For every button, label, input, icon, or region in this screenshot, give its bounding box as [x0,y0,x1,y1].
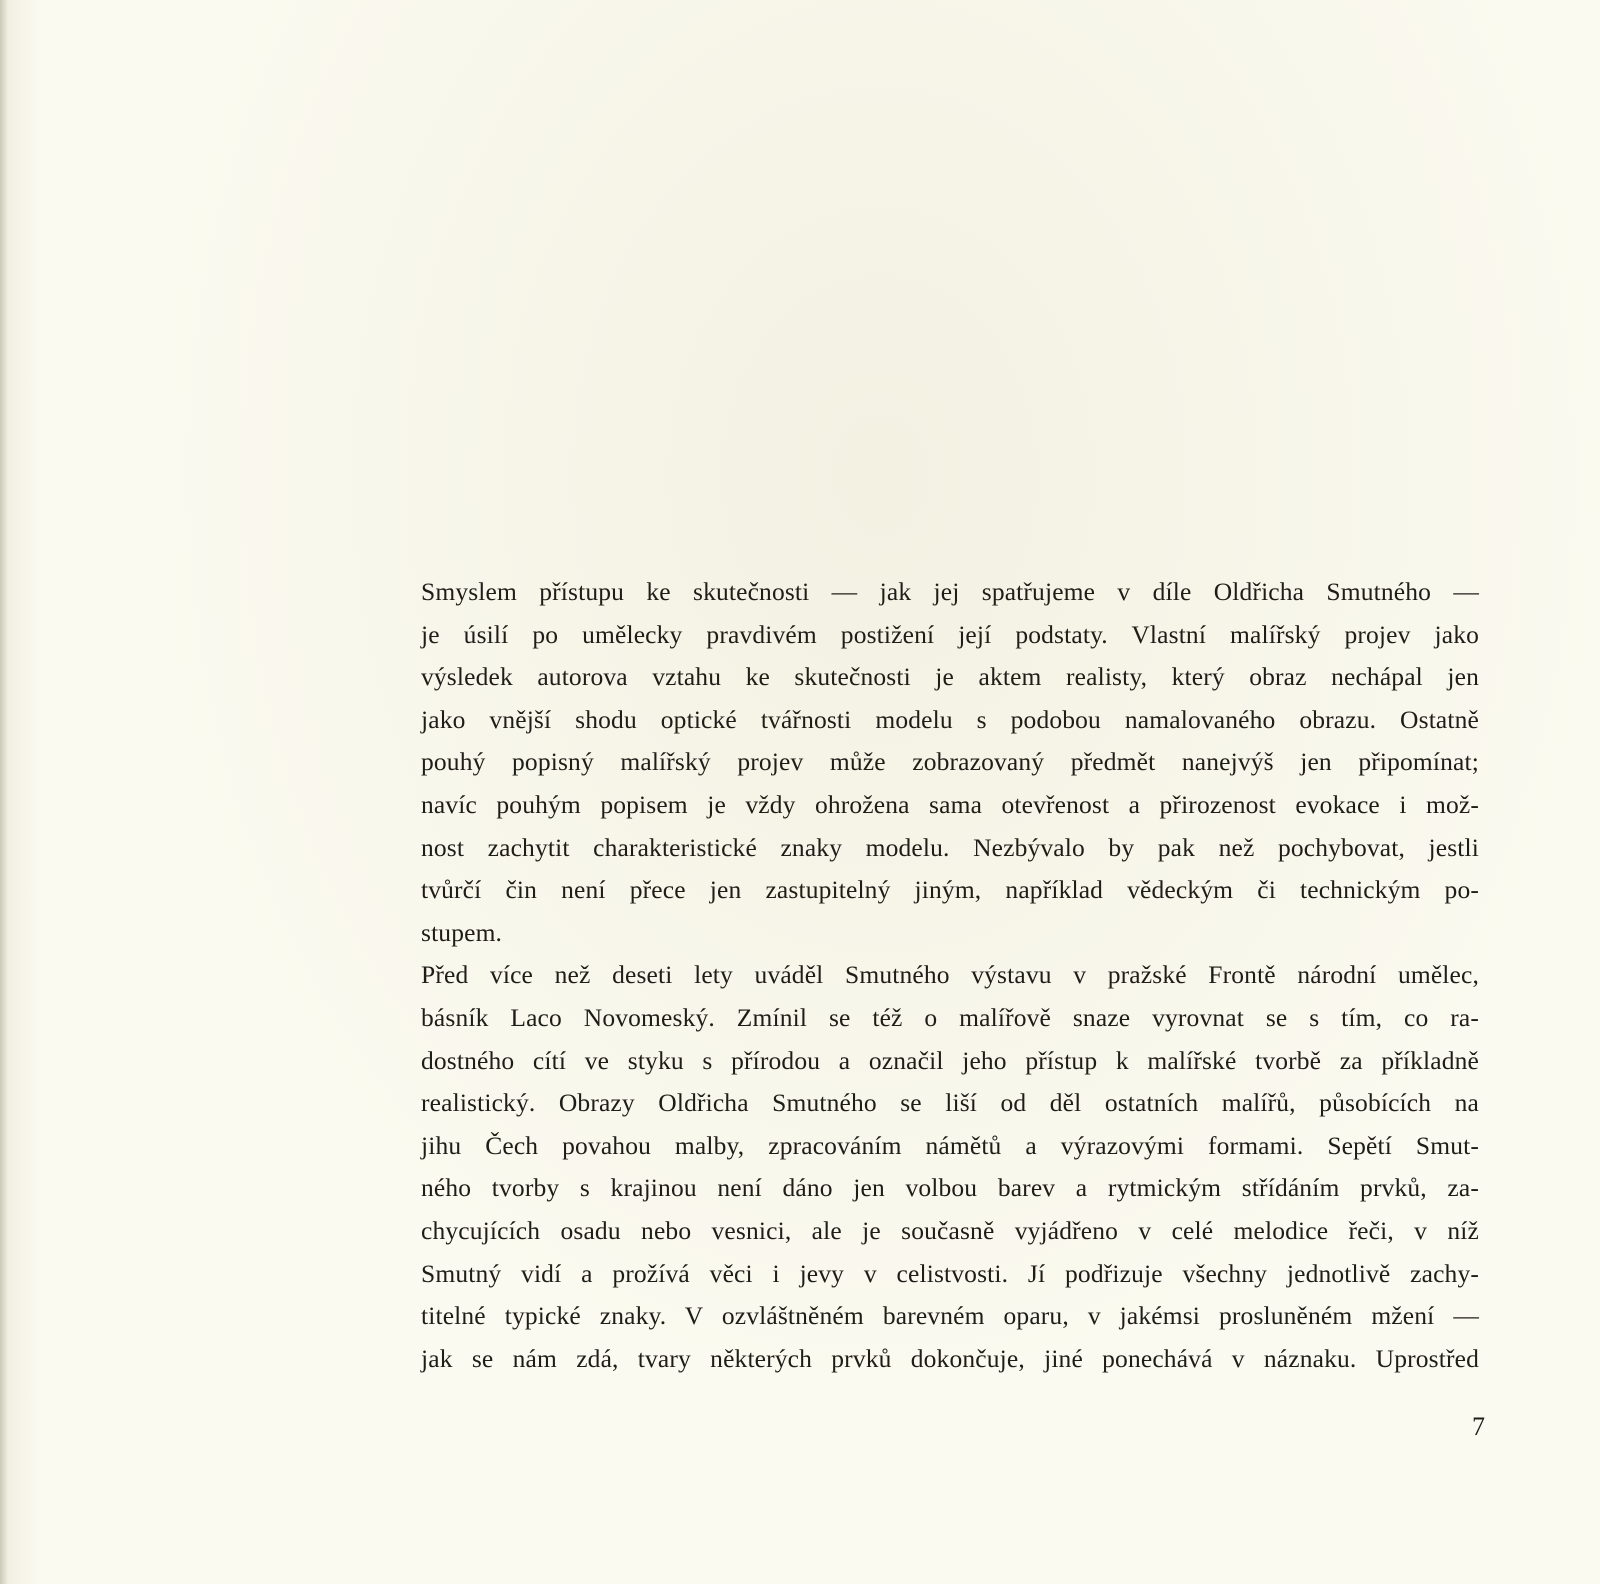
text-line: pouhý popisný malířský projev může zobrazovaný předmět nanejvýš jen připomínat; [421,747,1479,777]
text-line: výsledek autorova vztahu ke skutečnosti je aktem realisty, který obraz nechápal jen [421,662,1479,692]
text-line: navíc pouhým popisem je vždy ohrožena sama otevřenost a přirozenost evokace i mož- [421,789,1479,819]
text-line: Smyslem přístupu ke skutečnosti — jak jej spatřujeme v díle Oldřicha Smutného — [421,577,1479,606]
text-line: je úsilí po umělecky pravdivém postižení její podstaty. Vlastní malířský projev jako [421,619,1479,649]
text-line: titelné typické znaky. V ozvláštněném barevném oparu, v jakémsi prosluněném mžení — [421,1301,1479,1331]
text-line: jihu Čech povahou malby, zpracováním námětů a výrazovými formami. Sepětí Smut- [421,1130,1479,1160]
body-text [421,571,1479,1380]
paragraph-1 [421,571,1479,954]
text-line: ného tvorby s krajinou není dáno jen volbou barev a rytmickým střídáním prvků, za- [421,1173,1479,1203]
text-line: stupem. [421,917,503,947]
text-line: Smutný vidí a prožívá věci i jevy v celistvosti. Jí podřizuje všechny jednotlivě zachy- [421,1258,1479,1288]
text-line: chycujících osadu nebo vesnici, ale je současně vyjádřeno v celé melodice řeči, v níž [421,1215,1479,1245]
text-line: nost zachytit charakteristické znaky modelu. Nezbývalo by pak než pochybovat, jestli [421,832,1479,862]
text-line: dostného cítí ve styku s přírodou a označil jeho přístup k malířské tvorbě za příkladně [421,1045,1479,1075]
text-line: básník Laco Novomeský. Zmínil se též o malířově snaze vyrovnat se s tím, co ra- [421,1002,1479,1032]
text-line: tvůrčí čin není přece jen zastupitelný jiným, například vědeckým či technickým po- [421,875,1479,905]
text-line: Před více než deseti lety uváděl Smutného výstavu v pražské Frontě národní umělec, [421,960,1479,990]
text-line: jak se nám zdá, tvary některých prvků dokončuje, jiné ponechává v náznaku. Uprostřed [421,1343,1479,1373]
paragraph-2 [421,954,1479,1380]
page-edge-shadow [0,0,8,1584]
text-line: jako vnější shodu optické tvářnosti modelu s podobou namalovaného obrazu. Ostatně [421,704,1479,734]
text-line: realistický. Obrazy Oldřicha Smutného se liší od děl ostatních malířů, působících na [421,1088,1479,1118]
page-number: 7 [1472,1412,1485,1441]
